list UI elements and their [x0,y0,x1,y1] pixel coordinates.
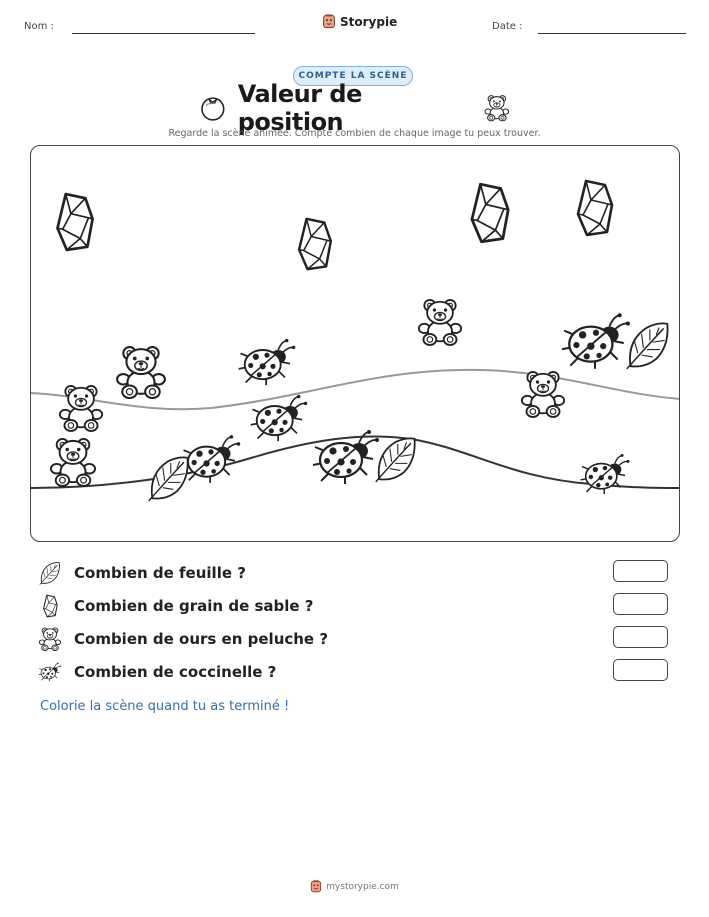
teddy-bear-icon [51,439,95,486]
storypie-logo-icon [310,880,322,893]
footer [0,880,709,893]
question-row [38,659,276,685]
brand-logo [322,14,397,29]
ladybug-icon [562,313,630,369]
question-text: Combien de ours en peluche ? [74,630,329,648]
ladybug-icon [182,435,240,483]
leaf-icon [627,323,668,369]
scene-frame [30,145,680,542]
leaf-icon [376,438,415,482]
name-label: Nom : [24,21,54,32]
ladybug-icon [580,454,629,494]
instructions: Regarde la scène animée. Compte combien de chaque image tu peux trouver. [168,128,541,139]
gem-icon [299,219,331,269]
question-text: Combien de feuille ? [74,564,246,582]
answer-box[interactable] [613,659,668,681]
question-row [38,593,314,619]
teddy-bear-icon [117,347,165,398]
section-badge: COMPTE LA SCÈNE [293,66,413,86]
ladybug-icon [239,339,296,385]
answer-box[interactable] [613,560,668,582]
leaf-icon [149,457,188,501]
answer-box[interactable] [613,626,668,648]
teddy-bear-icon [522,372,564,417]
teddy-bear-icon [60,386,102,431]
storypie-logo-icon [322,14,336,29]
footer-site: mystorypie.com [326,881,399,892]
question-row [38,626,328,652]
gem-icon [57,194,92,250]
question-text: Combien de coccinelle ? [74,663,277,681]
blueberry-icon [200,94,226,122]
answer-box[interactable] [613,593,668,615]
question-text: Combien de grain de sable ? [74,597,314,615]
brand-name: Storypie [340,14,398,29]
teddy-bear-icon [38,627,62,651]
page-title: Valeur de position [237,80,362,136]
coloring-note: Colorie la scène quand tu as terminé ! [40,699,290,714]
date-label: Date : [492,21,523,32]
scene-illustration [31,146,680,542]
gem-icon [38,594,62,618]
leaf-icon [38,561,62,585]
name-field[interactable] [72,33,255,34]
date-field[interactable] [538,33,686,34]
teddy-bear-icon [484,94,510,122]
ladybug-icon [38,660,62,684]
teddy-bear-icon [419,300,461,345]
gem-icon [578,181,612,235]
question-row [38,560,246,586]
gem-icon [472,184,508,242]
